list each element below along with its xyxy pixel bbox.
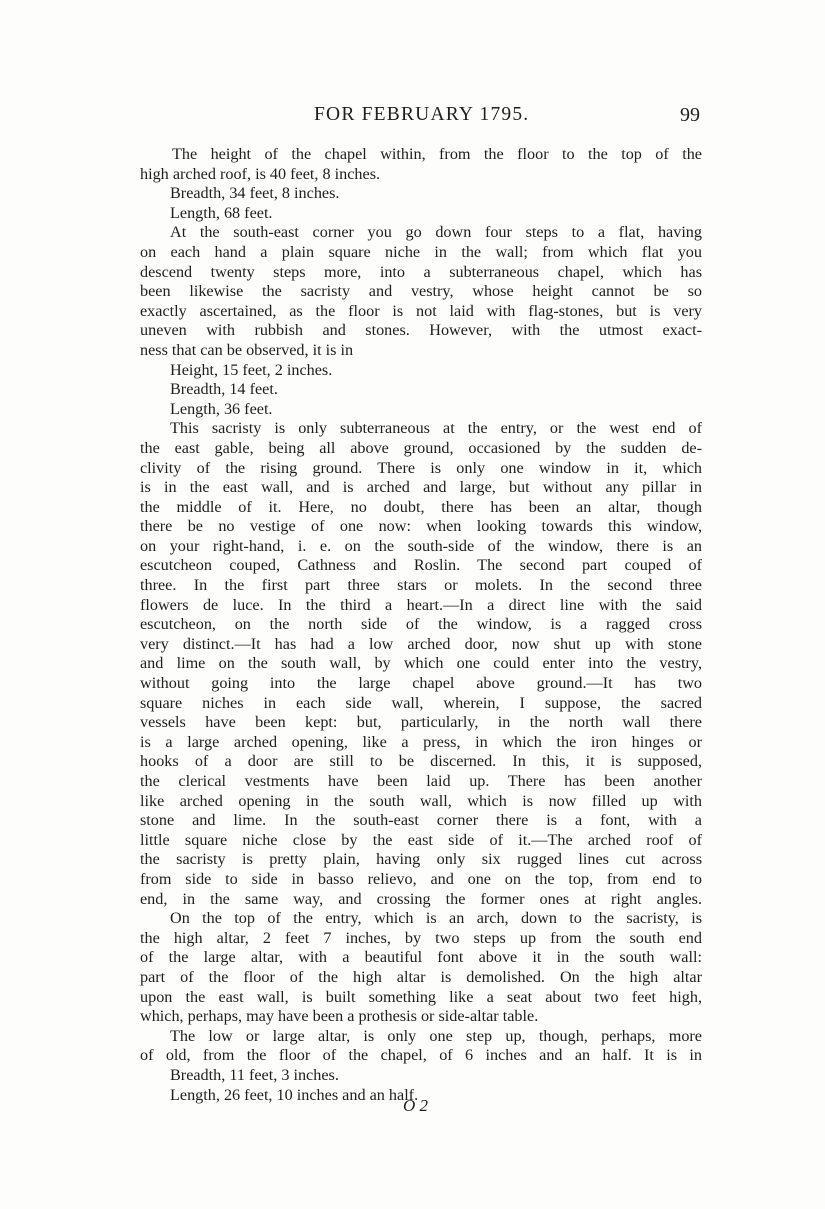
text-line: the east gable, being all above ground, occasioned by the sudden de- <box>140 438 702 457</box>
text-line: Breadth, 11 feet, 3 inches. <box>170 1065 339 1084</box>
text-line: there be no vestige of one now: when looking towards this window, <box>140 517 702 536</box>
text-line: exactly ascertained, as the floor is not laid with flag-stones, but is very <box>140 301 702 320</box>
text-line: Height, 15 feet, 2 inches. <box>170 360 333 379</box>
text-line: little square niche close by the east side of it.—The arched roof of <box>140 830 702 849</box>
text-line: descend twenty steps more, into a subterraneous chapel, which has <box>140 262 702 281</box>
text-line: Breadth, 14 feet. <box>170 380 278 399</box>
body-text <box>140 145 702 1105</box>
text-line: of old, from the floor of the chapel, of 6 inches and an half. It is in <box>140 1046 702 1065</box>
text-line: on each hand a plain square niche in the wall; from which flat you <box>140 242 702 261</box>
text-line: Length, 26 feet, 10 inches and an half. <box>170 1085 419 1104</box>
text-line: hooks of a door are still to be discerned. In this, it is supposed, <box>140 752 702 771</box>
text-line: Length, 36 feet. <box>170 399 273 418</box>
text-line: clivity of the rising ground. There is only one window in it, which <box>140 458 702 477</box>
text-line: upon the east wall, is built something like a seat about two feet high, <box>140 987 702 1006</box>
signature-mark: O 2 <box>403 1096 429 1115</box>
text-line: escutcheon, on the north side of the window, is a ragged cross <box>140 615 702 634</box>
text-line: the sacristy is pretty plain, having only six rugged lines cut across <box>140 850 702 869</box>
text-line: the middle of it. Here, no doubt, there has been an altar, though <box>140 497 702 516</box>
text-line: from side to side in basso relievo, and one on the top, from end to <box>140 869 702 888</box>
text-line: On the top of the entry, which is an arch, down to the sacristy, is <box>170 909 702 928</box>
text-line: three. In the first part three stars or molets. In the second three <box>140 576 702 595</box>
text-line: ness that can be observed, it is in <box>140 340 354 359</box>
text-line: the clerical vestments have been laid up. There has been another <box>140 772 702 790</box>
text-line: The low or large altar, is only one step up, though, perhaps, more <box>170 1026 702 1045</box>
text-line: Length, 68 feet. <box>170 203 273 222</box>
text-line: uneven with rubbish and stones. However, with the utmost exact- <box>140 321 702 340</box>
text-line: vessels have been kept: but, particularly, in the north wall there <box>140 713 702 732</box>
text-line: is a large arched opening, like a press, in which the iron hinges or <box>140 732 702 751</box>
text-line: stone and lime. In the south-east corner there is a font, with a <box>140 811 702 830</box>
text-line: Breadth, 34 feet, 8 inches. <box>170 184 340 203</box>
text-line: very distinct.—It has had a low arched door, now shut up with stone <box>140 634 702 653</box>
text-line: is in the east wall, and is arched and large, but without any pillar in <box>140 478 702 497</box>
text-line: end, in the same way, and crossing the former ones at right angles. <box>140 889 702 908</box>
text-line: on your right-hand, i. e. on the south-side of the window, there is an <box>140 536 702 555</box>
text-line: like arched opening in the south wall, which is now filled up with <box>140 791 702 810</box>
text-line: without going into the large chapel above ground.—It has two <box>140 674 702 693</box>
text-line: The height of the chapel within, from the floor to the top of the <box>172 145 702 163</box>
running-head: FOR FEBRUARY 1795. <box>314 104 530 125</box>
page-number: 99 <box>680 104 700 126</box>
text-line: flowers de luce. In the third a heart.—In a direct line with the said <box>140 595 702 614</box>
text-line: This sacristy is only subterraneous at the entry, or the west end of <box>170 419 702 438</box>
text-line: At the south-east corner you go down four steps to a flat, having <box>170 223 702 242</box>
text-line: the high altar, 2 feet 7 inches, by two steps up from the south end <box>140 928 702 947</box>
text-line: which, perhaps, may have been a prothesis or side-altar table. <box>140 1007 539 1026</box>
text-line: part of the floor of the high altar is demolished. On the high altar <box>140 967 702 986</box>
text-line: square niches in each side wall, wherein, I suppose, the sacred <box>140 693 702 712</box>
text-line: escutcheon couped, Cathness and Roslin. The second part couped of <box>140 556 702 575</box>
page-header <box>140 104 700 132</box>
text-line: of the large altar, with a beautiful font above it in the south wall: <box>140 948 702 967</box>
text-line: high arched roof, is 40 feet, 8 inches. <box>140 164 381 183</box>
text-line: been likewise the sacristy and vestry, whose height cannot be so <box>140 282 702 301</box>
text-line: and lime on the south wall, by which one could enter into the vestry, <box>140 654 702 673</box>
